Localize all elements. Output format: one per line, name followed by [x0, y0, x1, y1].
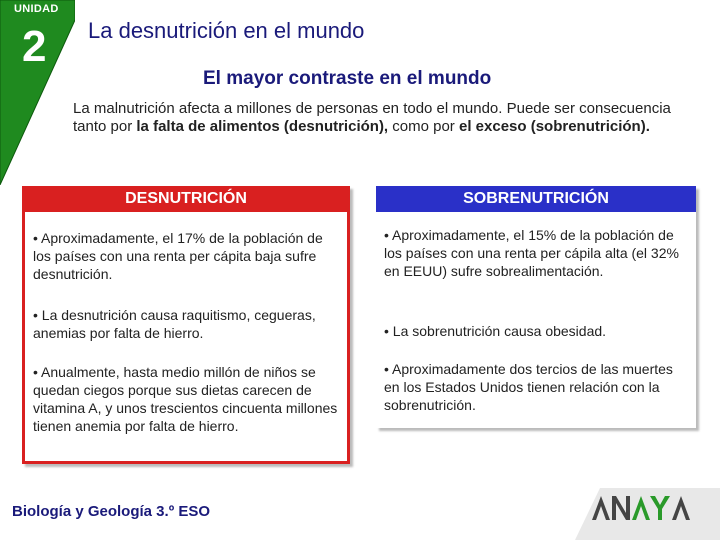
intro-text-2: como por: [388, 118, 459, 135]
intro-paragraph: [73, 100, 673, 136]
page-title: La desnutrición en el mundo: [88, 18, 365, 43]
book-title: Biología y Geología 3.º ESO: [12, 503, 211, 520]
unit-tab: [0, 0, 75, 185]
desnutricion-item: • Anualmente, hasta medio millón de niños se quedan ciegos porque sus dietas carecen de vitamina A, y unos trescientos cincuenta millones tienen anemia por falta de hierro.: [33, 364, 338, 434]
desnutricion-item: • Aproximadamente, el 17% de la población de los países con una renta per cápita baja sufre desnutrición.: [33, 230, 323, 282]
desnutricion-item: • La desnutrición causa raquitismo, cegueras, anemias por falta de hierro.: [33, 307, 316, 341]
intro-text-1: La malnutrición afecta a millones de personas en todo el mundo. Puede ser consecuencia tanto por: [73, 100, 671, 135]
intro-bold-1: la falta de alimentos (desnutrición),: [136, 118, 389, 135]
desnutricion-panel: [22, 186, 350, 464]
anaya-logo-icon: [590, 492, 695, 522]
desnutricion-heading: DESNUTRICIÓN: [22, 186, 350, 212]
sobrenutricion-item: • Aproximadamente, el 15% de la población de los países con una renta per cápila alta (el 32% en EEUU) sufre sobrealimentación.: [384, 227, 679, 279]
unit-number: 2: [22, 22, 47, 71]
page-subtitle: El mayor contraste en el mundo: [203, 68, 492, 89]
sobrenutricion-item: • Aproximadamente dos tercios de las muertes en los Estados Unidos tienen relación con la sobrenutrición.: [384, 361, 673, 413]
unit-label: UNIDAD: [14, 3, 59, 15]
sobrenutricion-item: • La sobrenutrición causa obesidad.: [384, 323, 607, 339]
anaya-logo: [590, 492, 695, 527]
intro-bold-2: el exceso (sobrenutrición).: [458, 118, 650, 135]
sobrenutricion-heading: SOBRENUTRICIÓN: [376, 186, 696, 212]
sobrenutricion-panel: [376, 186, 696, 428]
